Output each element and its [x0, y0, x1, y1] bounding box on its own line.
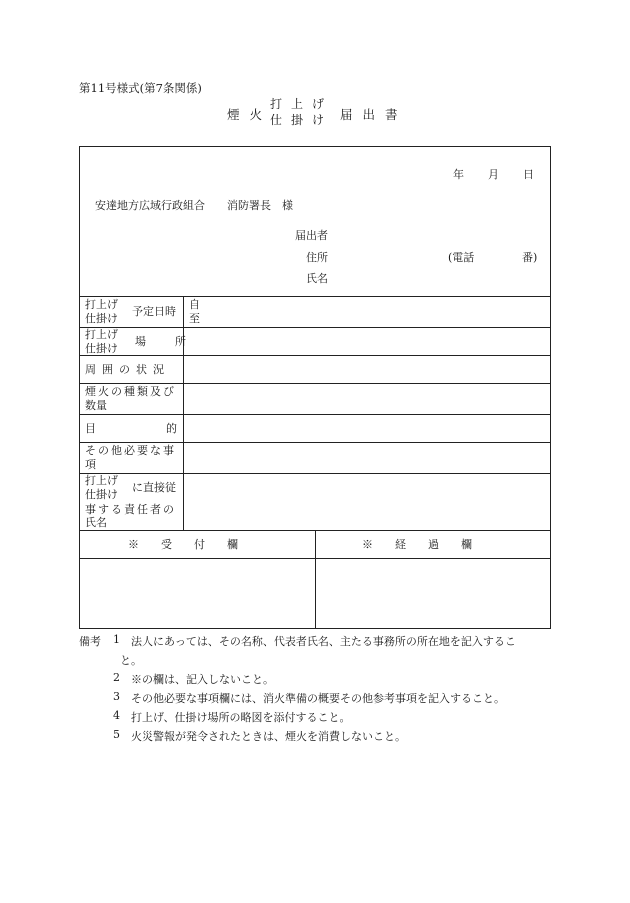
title-stack-top: 打上げ [270, 97, 334, 111]
note-5-number: 5 [113, 728, 120, 741]
row4-line2: 数量 [85, 398, 107, 412]
note-4-text: 打上げ、仕掛け場所の略図を添付すること。 [131, 711, 351, 724]
row-divider [79, 355, 551, 356]
row-divider [79, 296, 551, 297]
row2-label: 場 所 [135, 335, 195, 348]
row7-suffix: に直接従 [132, 481, 176, 494]
phone-open-label: (電話 [448, 251, 475, 264]
title-stack-bottom: 仕掛け [270, 113, 334, 127]
row2-stack [85, 328, 118, 355]
note-1-number: 1 [113, 633, 120, 646]
row7-line3: 事する責任者の [85, 503, 176, 516]
row-divider [79, 414, 551, 415]
row1-stack-bottom: 仕掛け [85, 311, 118, 325]
note-1-text: 法人にあっては、その名称、代表者氏名、主たる事務所の所在地を記入するこ [131, 635, 516, 648]
addressee: 安達地方広域行政組合 消防署長 様 [95, 199, 293, 212]
row1-from: 自 [189, 298, 200, 311]
note-1-continuation: と。 [120, 654, 142, 667]
row4-line1: 煙火の種類及び [85, 385, 176, 398]
row6-label [85, 444, 176, 471]
row2-stack-top: 打上げ [85, 328, 118, 341]
row3-label: 周囲の状況 [85, 363, 170, 376]
name-label: 氏名 [306, 272, 328, 285]
row1-to: 至 [189, 312, 200, 325]
date-month: 月 [488, 168, 499, 181]
date-day: 日 [523, 168, 534, 181]
notes-heading: 備考 [79, 635, 101, 648]
phone-close-label: 番) [522, 251, 538, 264]
form-number-label: 第11号様式(第7条関係) [79, 81, 202, 95]
title-suffix: 届出書 [340, 107, 408, 122]
row5-label-b: 的 [166, 422, 177, 435]
row1-label: 予定日時 [132, 305, 176, 318]
row1-stack [85, 298, 118, 325]
row7-stack-bottom: 仕掛け [85, 487, 118, 501]
title-prefix: 煙火 [227, 107, 273, 122]
row6-line2: 項 [85, 457, 96, 471]
row5-label-a: 目 [85, 422, 96, 435]
note-4-number: 4 [113, 709, 120, 722]
date-year: 年 [453, 168, 464, 181]
receipt-section-header: ※ 受 付 欄 [128, 538, 238, 551]
row-divider [79, 327, 551, 328]
progress-section-header: ※ 経 過 欄 [362, 538, 472, 551]
row1-stack-top: 打上げ [85, 298, 118, 311]
row-divider [79, 383, 551, 384]
row4-label [85, 385, 176, 412]
title-stack [270, 96, 333, 128]
row7-line4: 氏名 [85, 516, 107, 529]
note-3-text: その他必要な事項欄には、消火準備の概要その他参考事項を記入すること。 [131, 692, 505, 705]
note-2-text: ※の欄は、記入しないこと。 [131, 673, 274, 686]
notifier-label: 届出者 [295, 229, 328, 242]
label-column-divider [183, 296, 184, 530]
note-3-number: 3 [113, 690, 120, 703]
row7-stack-top: 打上げ [85, 474, 118, 487]
note-2-number: 2 [113, 671, 120, 684]
row2-stack-bottom: 仕掛け [85, 341, 118, 355]
row-divider [79, 442, 551, 443]
row-divider [79, 473, 551, 474]
row7-stack [85, 474, 118, 501]
address-label: 住所 [306, 251, 328, 264]
note-5-text: 火災警報が発令されたときは、煙火を消費しないこと。 [131, 730, 406, 743]
row6-line1: その他必要な事 [85, 444, 176, 457]
section-column-divider [315, 530, 316, 629]
